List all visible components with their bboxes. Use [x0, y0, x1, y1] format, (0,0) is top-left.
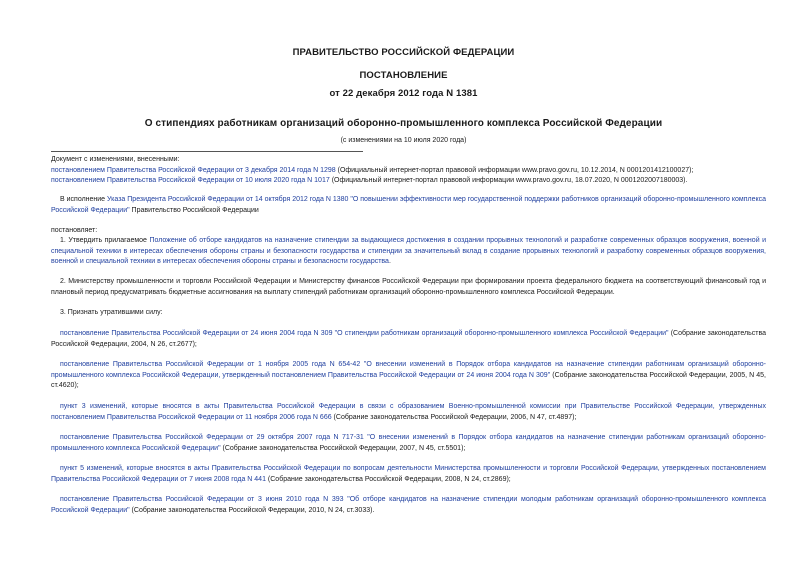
repealed-text-3: (Собрание законодательства Российской Федерации, 2006, N 47, ст.4897); — [331, 413, 577, 421]
preamble-decree-link[interactable]: Указа Президента Российской Федерации от 14 октября 2012 года N 1380 "О повышении эффективности мер государственной поддержки работников организаций оборонно-промышленного комплекса Российской Федерации" — [51, 196, 767, 214]
repealed-item-4 — [51, 433, 766, 454]
date-number-heading: от 22 декабря 2012 года N 1381 — [329, 88, 478, 99]
repealed-item-3 — [51, 402, 766, 423]
repealed-text-5: (Собрание законодательства Российской Федерации, 2008, N 24, ст.2869); — [265, 475, 511, 483]
change-text-2: (Официальный интернет-портал правовой информации www.pravo.gov.ru, 18.07.2020, N 0001202007180003). — [329, 177, 688, 184]
repealed-link-5[interactable]: пункт 5 изменений, которые вносятся в акты Правительства Российской Федерации по вопросам деятельности Министерства промышленности и торговли Российской Федерации, утвержденных постановлением Правительства Российской Федерации от 7 июня 2008 года N 441 — [51, 465, 766, 483]
paragraph-1-prefix: 1. Утвердить прилагаемое — [60, 237, 150, 244]
repealed-link-3[interactable]: пункт 3 изменений, которые вносятся в акты Правительства Российской Федерации в связи с образованием Военно-промышленной комиссии при Правительстве Российской Федерации, утвержденных постановлением Правительства Российской Федерации от 11 ноября 2006 года N 666 — [51, 403, 766, 421]
repealed-text-6: (Собрание законодательства Российской Федерации, 2010, N 24, ст.3033). — [129, 506, 375, 514]
amendment-note: (с изменениями на 10 июля 2020 года) — [340, 137, 467, 144]
decrees-label: постановляет: — [51, 227, 98, 234]
paragraph-1-suffix: . — [388, 258, 391, 265]
repealed-item-6 — [51, 495, 766, 516]
repealed-item-2 — [51, 360, 766, 392]
separator-rule — [51, 151, 363, 152]
change-text-1: (Официальный интернет-портал правовой информации www.pravo.gov.ru, 10.12.2014, N 0001201412100027); — [335, 166, 694, 174]
change-link-2[interactable]: постановлением Правительства Российской Федерации от 10 июля 2020 года N 1017 — [51, 177, 330, 184]
preamble-prefix: В исполнение — [60, 196, 108, 203]
regulation-link[interactable]: Положение об отборе кандидатов на назначение стипендии за выдающиеся достижения в создании прорывных технологий и разработке современных образцов вооружения, военной и специальной техники в интересах обеспечения обороны страны и безопасности государства и стипендии за значительный вклад в создание прорывных технологий и разработку современных образцов вооружения, военной и специальной техники в интересах обеспечения обороны страны и безопасности государства — [51, 237, 767, 265]
repealed-link-2[interactable]: постановление Правительства Российской Федерации от 1 ноября 2005 года N 654-42 "О внесении изменений в Порядок отбора кандидатов на назначение стипендии работникам организаций оборонно-промышленного комплекса Российской Федерации, утвержденный постановлением Правительства Российской Федерации от 24 июня 2004 года N 309" — [51, 361, 766, 379]
changes-block — [51, 155, 766, 187]
doc-type-heading: ПОСТАНОВЛЕНИЕ — [359, 70, 448, 81]
repealed-link-4[interactable]: постановление Правительства Российской Федерации от 29 октября 2007 года N 717-31 "О внесении изменений в Порядок отбора кандидатов на назначение стипендии работникам организаций оборонно-промышленного комплекса Российской Федерации" — [51, 434, 766, 452]
preamble-paragraph — [51, 195, 766, 216]
paragraph-3: 3. Признать утратившими силу: — [60, 309, 163, 316]
preamble-suffix: Правительство Российской Федерации — [129, 206, 259, 214]
repealed-link-1[interactable]: постановление Правительства Российской Федерации от 24 июня 2004 года N 309 "О стипендии работникам организаций оборонно-промышленного комплекса Российской Федерации" — [60, 330, 669, 337]
paragraph-2: 2. Министерству промышленности и торговли Российской Федерации и Министерству финансов Российской Федерации при формировании проекта федерального бюджета на соответствующий финансовый год и плановый период предусматривать бюджетные ассигнования на выплату стипендий работникам организаций оборонно-промышленного комплекса Российской Федерации. — [51, 278, 766, 296]
repealed-link-6[interactable]: постановление Правительства Российской Федерации от 3 июня 2010 года N 393 "Об отборе кандидатов на назначение стипендии молодым работникам организаций оборонно-промышленного комплекса Российской Федерации" — [51, 496, 766, 514]
repealed-item-5 — [51, 464, 766, 485]
repealed-text-4: (Собрание законодательства Российской Федерации, 2007, N 45, ст.5501); — [220, 444, 466, 452]
repealed-item-1 — [51, 329, 766, 350]
paragraph-1 — [51, 236, 766, 268]
government-heading: ПРАВИТЕЛЬСТВО РОССИЙСКОЙ ФЕДЕРАЦИИ — [292, 47, 515, 58]
change-link-1[interactable]: постановлением Правительства Российской Федерации от 3 декабря 2014 года N 1298 — [51, 166, 336, 174]
changes-label: Документ с изменениями, внесенными: — [51, 156, 180, 163]
repealed-text-2: (Собрание законодательства Российской Федерации, 2005, N 45, ст.4620); — [51, 371, 767, 389]
document-title: О стипендиях работникам организаций оборонно-промышленного комплекса Российской Федерации — [144, 118, 663, 129]
repealed-text-1: (Собрание законодательства Российской Федерации, 2004, N 26, ст.2677); — [51, 330, 766, 348]
